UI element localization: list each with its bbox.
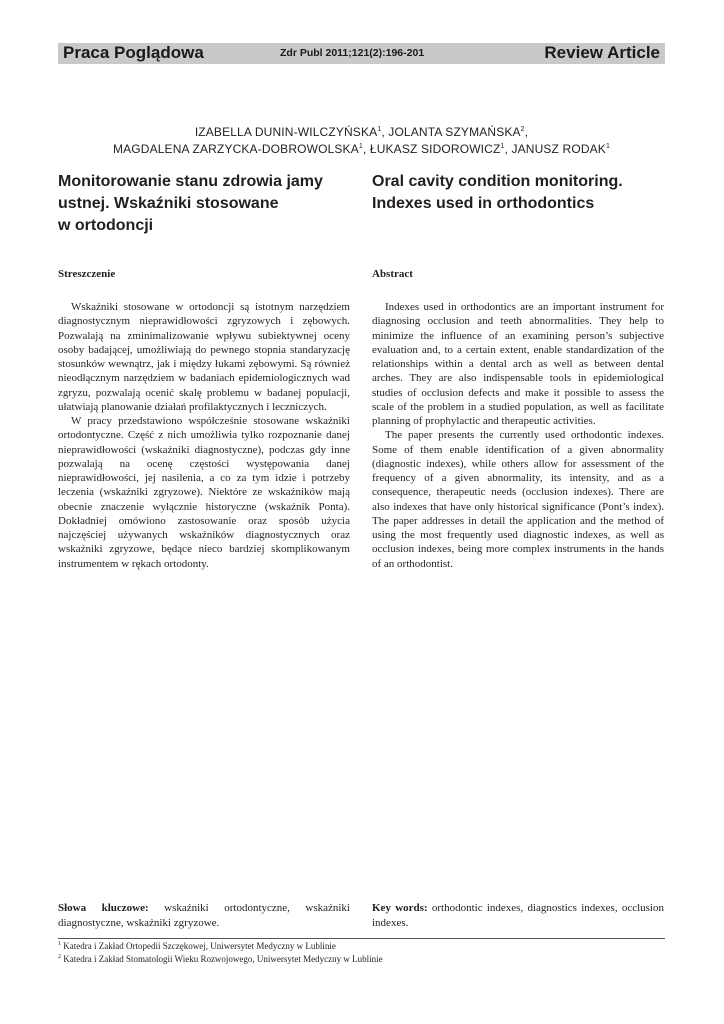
affiliation-footnotes [58,940,665,965]
footnote-text: Katedra i Zakład Ortopedii Szczękowej, Uniwersytet Medyczny w Lublinie [61,941,336,951]
keywords-label: Key words: [372,902,428,914]
keywords-english [372,901,667,930]
abstract-polish [58,300,350,571]
affiliation-mark: 1 [358,143,363,150]
author-name: JOLANTA SZYMAŃSKA [388,125,521,139]
abstract-paragraph: Wskaźniki stosowane w ortodoncji są istotnym narzędziem diagnostycznym nieprawidłowości zgryzowych i zębowych. Pozwalają na zminimalizowanie wpływu subiektywnej oceny osoby badającej, umożliwiają do pewnego stopnia standaryzację stosunków wewnątrz, jak i między łukami zębowymi. Są również nieodłącznym narzędziem w badaniach epidemiologicznych wad zgryzu, pozwalają ocenić skalę problemu w badanej populacji, ułatwiają planowanie działań profilaktycznych i leczniczych. [58,301,350,413]
article-type-en: Review Article [544,43,660,62]
title-line: w ortodoncji [58,217,154,234]
author-separator: , [381,125,389,139]
footnote-number: 1 [58,941,61,947]
author-line [58,124,665,141]
keywords-polish [58,901,353,930]
abstract-paragraph: W pracy przedstawiono współcześnie stosowane wskaźniki ortodontyczne. Część z nich umożliwia tylko rozpoznanie danej nieprawidłowości (wskaźniki diagnostyczne), podczas gdy inne pozwalają na ocenę częstości występowania danej nieprawidłowości, jej nasilenia, a co za tym idzie i potrzeby leczenia (wskaźniki zgryzowe). Niektóre ze wskaźników mają obecnie znaczenie wyłącznie historyczne (wskaźnik Ponta). Dokładniej omówiono zastosowanie oraz sposób użycia najczęściej używanych wskaźników diagnostycznych oraz wskaźniki zgryzowe, będące nieco bardziej skomplikowanym instrumentem w rękach ortodonty. [58,415,350,570]
abstract-english [372,300,664,571]
author-name: IZABELLA DUNIN-WILCZYŃSKA [194,125,378,139]
footnote [58,953,665,966]
author-separator: , [362,142,370,156]
abstract-paragraph: The paper presents the currently used orthodontic indexes. Some of them enable identification of a given abnormality (diagnostic indexes), while others allow for assessment of the frequency of a given abnormality, its intensity, and as a consequence, therapeutic needs (occlusion indexes). There are also indexes that have only historical significance (Pont’s index). The paper addresses in detail the application and the method of using the most frequently used diagnostic indexes, as well as occlusion indexes, being more complex instruments in the hands of an orthodontist. [372,429,664,570]
citation: Zdr Publ 2011;121(2):196-201 [280,47,425,59]
author-list [58,124,665,158]
author-separator: , [504,142,512,156]
author-name: MAGDALENA ZARZYCKA-DOBROWOLSKA [112,142,359,156]
affiliation-mark: 1 [377,126,382,133]
keywords-text: wskaźniki ortodontyczne, wskaźniki diagnostyczne, wskaźniki zgryzowe. [58,902,353,929]
keywords-text: orthodontic indexes, diagnostics indexes, occlusion indexes. [372,902,667,929]
author-line [58,141,665,158]
footnote-divider [58,938,665,939]
title-english [372,171,672,215]
affiliation-mark: 2 [520,126,525,133]
title-line: Oral cavity condition monitoring. [372,173,623,190]
title-polish [58,171,358,237]
affiliation-mark: 1 [605,143,610,150]
author-name: ŁUKASZ SIDOROWICZ [369,142,501,156]
keywords-label: Słowa kluczowe: [58,902,149,914]
title-line: Indexes used in orthodontics [372,195,595,212]
abstract-paragraph: Indexes used in orthodontics are an important instrument for diagnosing occlusion and teeth abnormalities. They help to minimize the influence of an examining person’s subjective evaluation and, to a certain extent, enable standardization of the relationships within a dental arch as well as between dental arches. They are also indispensable tools in epidemiological studies of occlusion defects and make it possible to assess the scale of the problem in a studied population, as well as facilitate planning of prophylactic and therapeutic activities. [372,301,664,427]
abstract-heading-polish: Streszczenie [58,268,116,280]
abstract-heading-english: Abstract [372,268,413,280]
journal-header-bar [58,43,665,64]
footnote [58,940,665,953]
footnote-text: Katedra i Zakład Stomatologii Wieku Rozwojowego, Uniwersytet Medyczny w Lublinie [61,953,383,964]
article-type-pl: Praca Poglądowa [63,43,204,62]
author-name: JANUSZ RODAK [511,142,606,156]
author-separator: , [524,125,529,139]
title-line: Monitorowanie stanu zdrowia jamy [58,173,323,190]
title-line: ustnej. Wskaźniki stosowane [58,195,279,212]
affiliation-mark: 1 [500,143,505,150]
footnote-number: 2 [58,953,61,960]
